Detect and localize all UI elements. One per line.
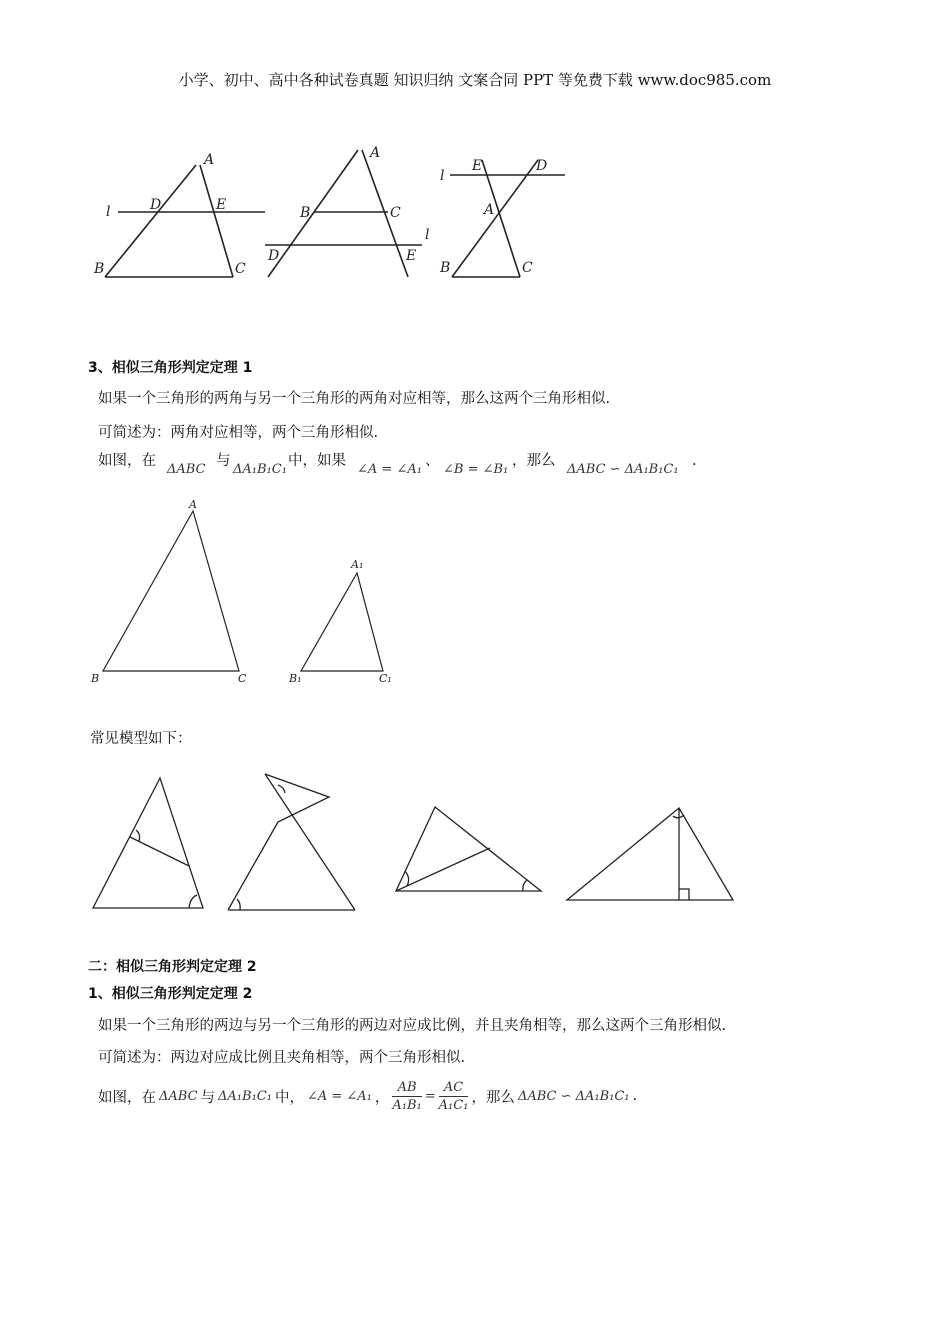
fig1-label-l: l <box>106 204 111 220</box>
top-figures <box>90 140 580 290</box>
fraction-AC-over-A1C1 <box>439 1080 469 1113</box>
fig2-label-C: C <box>390 205 401 221</box>
label-big-C: C <box>238 672 247 685</box>
section3-triangle-1: ΔABC <box>167 462 206 477</box>
model1-angle-bottom <box>189 895 197 908</box>
fig1-line-AB <box>105 165 196 277</box>
fig3-label-E: E <box>472 158 483 174</box>
fraction-2-numerator: AC <box>439 1080 469 1097</box>
figure-3 <box>450 160 565 277</box>
section3-end: . <box>692 453 697 469</box>
model4-right-angle <box>679 889 689 900</box>
fraction-2-denominator: A₁C₁ <box>438 1097 469 1113</box>
section-two-heading: 二：相似三角形判定定理 2 <box>88 959 257 975</box>
model1-inner-line <box>130 837 189 866</box>
section3-heading: 3、相似三角形判定定理 1 <box>88 360 253 376</box>
fraction-1-denominator: A₁B₁ <box>392 1097 422 1113</box>
section-two-triangle-1: ΔABC <box>159 1088 198 1104</box>
model3-inner-line <box>396 848 490 891</box>
section-two-yu: 与 <box>200 1089 216 1106</box>
section-two-end: . <box>632 1088 638 1104</box>
fraction-1-numerator: AB <box>392 1080 421 1097</box>
figure-1-labels <box>93 152 246 277</box>
section3-triangle-2: ΔA₁B₁C₁ <box>233 462 287 477</box>
model3-angle-left <box>405 871 409 886</box>
model3-triangle <box>396 807 541 891</box>
label-small-B1: B₁ <box>289 672 302 685</box>
section3-dun: 、 <box>425 453 440 469</box>
fig2-label-D: D <box>268 248 280 264</box>
model2-angle-bottom <box>237 899 240 910</box>
section3-line3-prefix: 如图，在 <box>98 453 156 469</box>
section-two-triangle-2: ΔA₁B₁C₁ <box>218 1088 272 1104</box>
fig2-label-B: B <box>300 205 311 221</box>
model1-triangle <box>93 778 203 908</box>
label-big-A: A <box>189 498 197 511</box>
model2-line-2 <box>228 822 278 910</box>
triangle-ABC <box>103 511 239 671</box>
label-big-B: B <box>91 672 100 685</box>
section-two-conclusion: ΔABC ∽ ΔA₁B₁C₁ <box>517 1088 630 1104</box>
fig3-label-B: B <box>440 260 451 276</box>
section3-conclusion: ΔABC ∽ ΔA₁B₁C₁ <box>567 462 679 477</box>
fig1-label-A: A <box>204 152 215 168</box>
model2-angle-top <box>278 785 285 793</box>
section-two-line3-prefix: 如图，在 <box>98 1089 156 1106</box>
model1-angle-top <box>136 830 140 841</box>
section-two-name: ，那么 <box>471 1089 515 1106</box>
fig2-label-l: l <box>425 227 430 243</box>
model4-triangle <box>567 808 733 900</box>
fig3-label-D: D <box>536 158 548 174</box>
triangle-A1B1C1 <box>301 573 383 671</box>
fig2-line-AD <box>268 150 358 277</box>
section3-yu: 与 <box>216 453 231 469</box>
page-header: 小学、初中、高中各种试卷真题 知识归纳 文案合同 PPT 等免费下载 www.doc985.com <box>178 71 772 89</box>
section-two-subheading: 1、相似三角形判定定理 2 <box>88 986 253 1002</box>
fig3-label-l: l <box>440 168 445 184</box>
fig2-label-E: E <box>406 248 417 264</box>
section3-condition-1: ∠A = ∠A₁ <box>357 462 422 477</box>
section-two-condition: ∠A = ∠A₁ <box>306 1088 372 1104</box>
fig2-label-A: A <box>370 145 381 161</box>
section3-zhong: 中，如果 <box>288 453 346 469</box>
section-two-zhong: 中， <box>274 1089 304 1106</box>
common-models-figures <box>85 765 745 920</box>
similar-triangles-figure <box>85 495 415 690</box>
section3-line2: 可简述为：两角对应相等，两个三角形相似. <box>98 425 379 441</box>
label-small-A1: A₁ <box>351 558 364 571</box>
label-small-C1: C₁ <box>379 672 392 685</box>
fig3-label-C: C <box>522 260 533 276</box>
model2-line-1 <box>265 774 355 910</box>
section3-condition-2: ∠B = ∠B₁ <box>443 462 509 477</box>
fig1-label-C: C <box>235 261 246 277</box>
section3-name: ，那么 <box>512 453 556 469</box>
section-two-equals: = <box>424 1088 436 1104</box>
fig1-label-B: B <box>94 261 105 277</box>
fig1-label-E: E <box>216 197 227 213</box>
fig2-line-AE <box>362 150 408 277</box>
fig3-line-EC <box>482 160 520 277</box>
fig1-label-D: D <box>150 197 162 213</box>
fig3-label-A: A <box>484 202 495 218</box>
section-two-line3 <box>98 1072 637 1120</box>
model3-angle-right <box>523 880 527 891</box>
section-two-line2: 可简述为：两边对应成比例且夹角相等，两个三角形相似. <box>98 1050 466 1066</box>
section3-line1: 如果一个三角形的两角与另一个三角形的两角对应相等，那么这两个三角形相似. <box>98 391 611 407</box>
models-label: 常见模型如下： <box>90 731 192 747</box>
model2-shape <box>265 774 329 822</box>
fraction-AB-over-A1B1 <box>392 1080 421 1113</box>
fig1-line-AC <box>200 165 233 277</box>
section-two-comma: ， <box>374 1089 390 1106</box>
section-two-line1: 如果一个三角形的两边与另一个三角形的两边对应成比例，并且夹角相等，那么这两个三角形相似. <box>98 1018 727 1034</box>
